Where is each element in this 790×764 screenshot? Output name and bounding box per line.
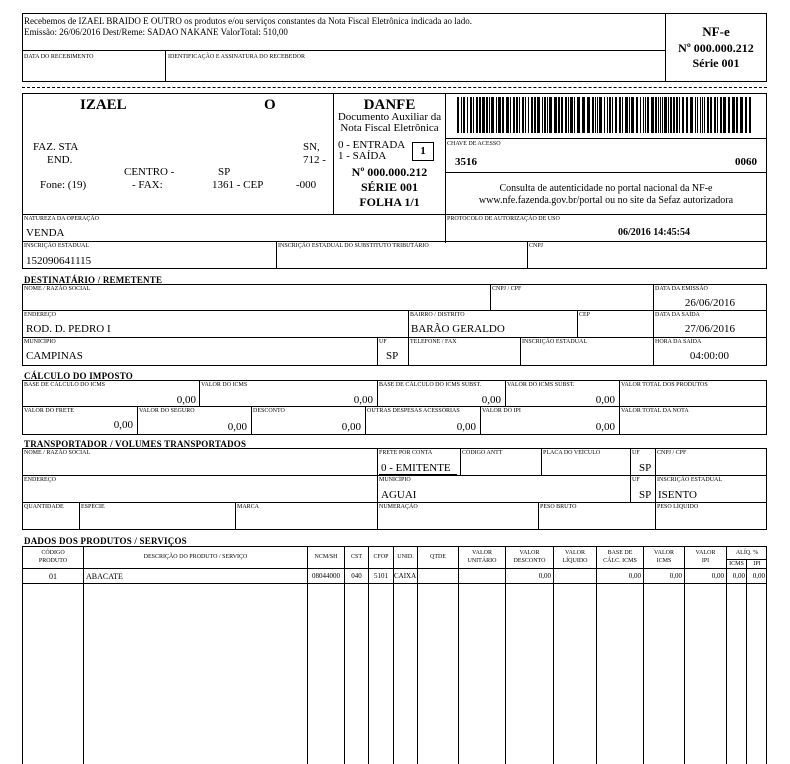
dest-ie-label: INSCRIÇÃO ESTADUAL (522, 339, 588, 345)
emitente-uf: SP (218, 166, 231, 178)
dest-endereco-label: ENDEREÇO (24, 312, 56, 318)
col-ncm-h: NCM/SH (314, 554, 338, 560)
transp-ie-value: ISENTO (658, 489, 697, 501)
transp-municipio-label: MUNICÍPIO (379, 477, 411, 483)
cnpj-emitente-label: CNPJ (529, 243, 544, 249)
danfe-numero: Nº 000.000.212 (351, 165, 428, 179)
dest-cnpj-label: CNPJ / CPF (492, 286, 522, 292)
canhoto-text-line2: Emissão: 26/06/2016 Dest/Reme: SADAO NAKANE ValorTotal: 510,00 (24, 27, 288, 37)
col-aliq-h: ALÍQ. % (735, 550, 759, 556)
col-vdesc-h2: DESCONTO (513, 558, 546, 564)
cut-line (22, 87, 767, 88)
chave-acesso-left: 3516 (455, 156, 477, 168)
danfe-tipo: 1 (420, 145, 426, 157)
col-bc-h1: BASE DE (607, 550, 633, 556)
v-nota-label: VALOR TOTAL DA NOTA (621, 408, 689, 414)
v-icms-value: 0,00 (353, 394, 373, 406)
v-ipi-label: VALOR DO IPI (482, 408, 521, 414)
transp-numeracao-label: NUMERAÇÃO (379, 504, 418, 510)
emitente-bairro: CENTRO - (124, 166, 175, 178)
v-icms-label: VALOR DO ICMS (201, 382, 248, 388)
col-qtde-h: QTDE (430, 554, 446, 560)
dest-data-emissao: 26/06/2016 (684, 297, 735, 309)
v-st-value: 0,00 (595, 394, 615, 406)
transp-peso-liquido-label: PESO LÍQUIDO (657, 504, 699, 510)
ie-value: 152090641115 (26, 255, 92, 267)
row-vicms: 0,00 (669, 572, 682, 580)
dest-uf: SP (386, 350, 399, 362)
v-seguro-value: 0,00 (227, 421, 247, 433)
outras-despesas-label: OUTRAS DESPESAS ACESSÓRIAS (367, 408, 460, 414)
consulta-line-2: www.nfe.fazenda.gov.br/portal ou no site da Sefaz autorizadora (478, 195, 734, 206)
col-vunit-h1: VALOR (472, 550, 492, 556)
v-frete-value: 0,00 (113, 419, 133, 431)
transp-municipio-value: AGUAI (381, 489, 417, 501)
barcode (457, 97, 755, 133)
emitente-fone: Fone: (19) (40, 179, 87, 191)
dest-nome-label: NOME / RAZÃO SOCIAL (24, 286, 91, 292)
col-vipi-h2: IPI (701, 558, 710, 564)
transp-antt-label: CÓDIGO ANTT (462, 450, 503, 456)
ie-label: INSCRIÇÃO ESTADUAL (24, 243, 90, 249)
col-vliq-h2: LÍQUIDO (562, 558, 588, 564)
dest-cep-label: CEP (579, 312, 591, 318)
canhoto-nfe-label: NF-e (702, 24, 730, 39)
transp-uf2-label: UF (632, 477, 640, 483)
danfe-saida: 1 - SAÍDA (338, 150, 387, 162)
bc-st-label: BASE DE CÁLCULO DO ICMS SUBST. (379, 382, 482, 388)
emitente-cep-end: -000 (296, 179, 317, 191)
protocolo-label: PROTOCOLO DE AUTORIZAÇÃO DE USO (447, 216, 560, 222)
row-descricao: ABACATE (86, 572, 123, 581)
dest-bairro-label: BAIRRO / DISTRITO (410, 312, 465, 318)
transp-uf-value: SP (639, 462, 652, 474)
destinatario-section-title: DESTINATÁRIO / REMETENTE (24, 275, 163, 285)
v-seguro-label: VALOR DO SEGURO (139, 408, 195, 414)
dest-hora-saida-label: HORA DA SAÍDA (655, 339, 702, 345)
danfe-folha: FOLHA 1/1 (359, 195, 420, 209)
emitente-name-part1: IZAEL (80, 97, 127, 113)
bc-icms-label: BASE DE CÁLCULO DO ICMS (24, 382, 106, 388)
dest-data-emissao-label: DATA DA EMISSÃO (655, 286, 708, 292)
danfe-serie: SÉRIE 001 (360, 180, 419, 194)
dest-data-saida: 27/06/2016 (684, 323, 735, 335)
dest-fone-label: TELEFONE / FAX (410, 339, 457, 345)
dest-endereco: ROD. D. PEDRO I (26, 323, 111, 335)
transp-frete-label: FRETE POR CONTA (379, 450, 433, 456)
col-codigo-h2: PRODUTO (38, 558, 68, 564)
chave-acesso-right: 0060 (735, 156, 757, 168)
row-aliq-ipi: 0,00 (752, 572, 765, 580)
chave-acesso-label: CHAVE DE ACESSO (447, 141, 501, 147)
dest-uf-label: UF (379, 339, 387, 345)
v-st-label: VALOR DO ICMS SUBST. (507, 382, 575, 388)
bc-st-value: 0,00 (481, 394, 501, 406)
dest-municipio-label: MUNICÍPIO (24, 339, 56, 345)
row-vipi: 0,00 (711, 572, 724, 580)
v-produtos-label: VALOR TOTAL DOS PRODUTOS (621, 382, 708, 388)
danfe-subtitle-1: Documento Auxiliar da (337, 111, 442, 123)
col-cst-h: CST (350, 554, 362, 560)
col-aliq-ipi-h: IPI (753, 561, 761, 567)
transp-peso-bruto-label: PESO BRUTO (540, 504, 577, 510)
protocolo-value: 06/2016 14:45:54 (618, 227, 690, 238)
transp-frete-value: 0 - EMITENTE (381, 462, 451, 474)
canhoto-nfe-number: Nº 000.000.212 (678, 41, 754, 55)
col-vicms-h1: VALOR (654, 550, 674, 556)
consulta-line-1: Consulta de autenticidade no portal nacional da NF-e (499, 183, 713, 194)
emitente-address-1-right: SN, (303, 141, 320, 153)
row-unid: CAIXA (394, 573, 417, 580)
col-vipi-h1: VALOR (695, 550, 716, 556)
data-recebimento-label: DATA DO RECEBIMENTO (24, 54, 94, 60)
v-frete-label: VALOR DO FRETE (24, 408, 74, 414)
desconto-value: 0,00 (341, 421, 361, 433)
produtos-section-title: DADOS DOS PRODUTOS / SERVIÇOS (24, 536, 187, 546)
transp-endereco-label: ENDEREÇO (24, 477, 56, 483)
natureza-value: VENDA (26, 227, 65, 239)
row-cst: 040 (351, 572, 362, 580)
emitente-address-2-right: 712 - (303, 154, 326, 166)
canhoto-nfe-serie: Série 001 (692, 56, 740, 70)
transp-marca-label: MARCA (237, 504, 260, 510)
col-vliq-h1: VALOR (565, 550, 585, 556)
identificacao-recebedor-label: IDENTIFICAÇÃO E ASSINATURA DO RECEBEDOR (168, 54, 306, 60)
transp-nome-label: NOME / RAZÃO SOCIAL (24, 450, 91, 456)
col-vunit-h2: UNITÁRIO (467, 558, 497, 564)
col-codigo-h1: CÓDIGO (41, 550, 65, 556)
v-ipi-value: 0,00 (595, 421, 615, 433)
col-vdesc-h1: VALOR (519, 550, 540, 556)
col-cfop-h: CFOP (373, 554, 389, 560)
col-unid-h: UNID. (397, 554, 414, 560)
natureza-label: NATUREZA DA OPERAÇÃO (24, 216, 100, 222)
col-vicms-h2: ICMS (656, 558, 672, 564)
emitente-fax: - FAX: (132, 179, 163, 191)
col-descricao-h: DESCRIÇÃO DO PRODUTO / SERVIÇO (143, 554, 248, 560)
danfe-entrada: 0 - ENTRADA (338, 139, 406, 151)
dest-municipio: CAMPINAS (26, 350, 83, 362)
emitente-name-part2: O (264, 97, 276, 113)
danfe-title: DANFE (363, 97, 416, 113)
desconto-label: DESCONTO (253, 408, 285, 414)
outras-despesas-value: 0,00 (456, 421, 476, 433)
ie-st-label: INSCRIÇÃO ESTADUAL DO SUBSTITUTO TRIBUTÁRIO (278, 243, 429, 249)
col-bc-h2: CÁLC. ICMS (603, 558, 637, 564)
imposto-section-title: CÁLCULO DO IMPOSTO (24, 371, 133, 381)
canhoto-text-line1: Recebemos de IZAEL BRAIDO E OUTRO os produtos e/ou serviços constantes da Nota Fiscal Eletrônica indicada ao lado. (24, 16, 473, 26)
emitente-address-1: FAZ. STA (33, 141, 79, 153)
dest-hora-saida: 04:00:00 (689, 350, 729, 362)
danfe-subtitle-2: Nota Fiscal Eletrônica (340, 122, 439, 134)
bc-icms-value: 0,00 (176, 394, 196, 406)
row-aliq-icms: 0,00 (732, 572, 745, 580)
dest-data-saida-label: DATA DA SAÍDA (655, 312, 700, 318)
transp-placa-label: PLACA DO VEÍCULO (543, 450, 601, 456)
row-ncm: 08044000 (312, 572, 340, 580)
transp-ie-label: INSCRIÇÃO ESTADUAL (657, 477, 723, 483)
row-cfop: 5101 (374, 572, 388, 580)
transp-uf2-value: SP (639, 489, 652, 501)
transp-quantidade-label: QUANTIDADE (24, 504, 64, 510)
transportador-section-title: TRANSPORTADOR / VOLUMES TRANSPORTADOS (24, 439, 247, 449)
dest-bairro: BARÃO GERALDO (411, 323, 505, 335)
transp-cnpj-label: CNPJ / CPF (657, 450, 687, 456)
row-vdesc: 0,00 (538, 572, 551, 580)
emitente-address-2: END. (47, 154, 73, 166)
row-codigo: 01 (49, 572, 57, 581)
emitente-cep: 1361 - CEP (212, 179, 264, 191)
transp-especie-label: ESPÉCIE (81, 504, 105, 510)
transp-uf-label: UF (632, 450, 640, 456)
row-bc: 0,00 (628, 572, 641, 580)
col-aliq-icms-h: ICMS (729, 561, 744, 567)
